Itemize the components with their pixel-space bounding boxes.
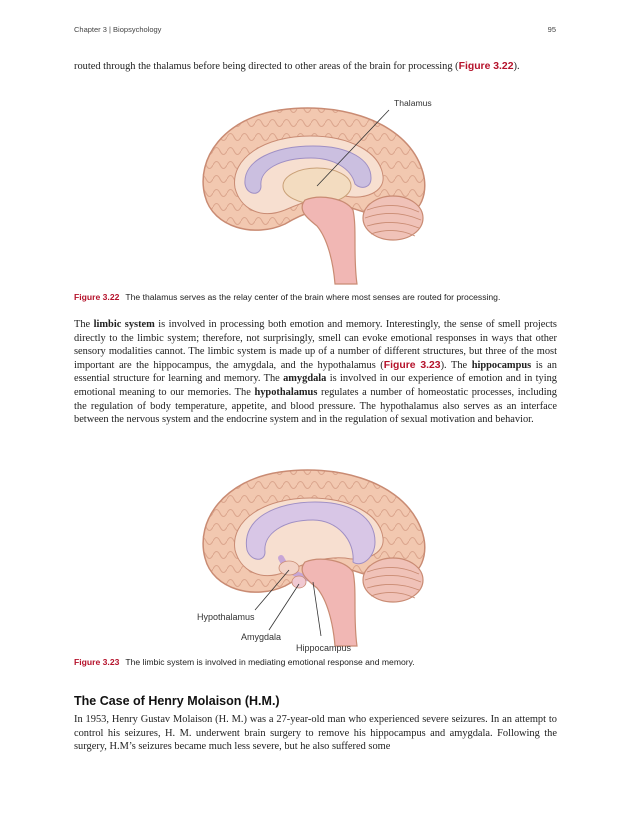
caption-label: Figure 3.23: [74, 657, 120, 667]
limbic-paragraph: The limbic system is involved in processing both emotion and memory. Interestingly, the sense of smell projects directly to the limbic system; therefore, not surprisingly, smell can evoke emotional responses in ways that other sensory modalities cannot. The limbic system is made up of a number of different structures, but three of the most important are the hippocampus, the amygdala, and the hypothalamus (Figure 3.23). The hippocampus is an essential structure for learning and memory. The amygdala is involved in our experience of emotion and in tying emotional meaning to our memories. The hypothalamus regulates a number of homeostatic processes, including the regulation of body temperature, appetite, and blood pressure. The hypothalamus also serves as an interface between the nervous system and the endocrine system and in the regulation of sexual motivation and behavior.: [74, 319, 557, 426]
figure-3-22-link[interactable]: Figure 3.22: [458, 61, 514, 72]
figure-3-23-caption: [74, 657, 557, 668]
term-limbic-system: limbic system: [93, 319, 155, 330]
running-header: [74, 25, 161, 34]
figure-3-23-link[interactable]: Figure 3.23: [383, 359, 441, 371]
intro-paragraph: routed through the thalamus before being directed to other areas of the brain for processing (Figure 3.22).: [74, 61, 520, 72]
hypothalamus-label: Hypothalamus: [197, 612, 255, 622]
chapter-title: Chapter 3 | Biopsychology: [74, 25, 162, 34]
term-hippocampus: hippocampus: [471, 359, 532, 371]
amygdala-label: Amygdala: [241, 632, 282, 642]
hm-paragraph: In 1953, Henry Gustav Molaison (H. M.) was a 27-year-old man who experienced severe seizures. In an attempt to control his seizures, H. M. underwent brain surgery to remove his hippocampus and amygdala. Following the surgery, H.M’s seizures became much less severe, but he also suffered some: [74, 714, 557, 753]
brainstem: [302, 559, 357, 646]
caption-label: Figure 3.22: [74, 292, 120, 302]
limbic-brain-illustration: [185, 450, 445, 655]
caption-text: The limbic system is involved in mediating emotional response and memory.: [125, 657, 415, 667]
section-heading: The Case of Henry Molaison (H.M.): [74, 694, 280, 708]
hippocampus-label: Hippocampus: [296, 643, 352, 653]
term-amygdala: amygdala: [283, 373, 327, 385]
thalamus-brain-illustration: [185, 88, 445, 288]
figure-3-22-caption: [74, 292, 557, 303]
hypothalamus: [279, 561, 299, 575]
caption-text: The thalamus serves as the relay center of the brain where most senses are routed for processing.: [125, 292, 501, 302]
page-number: 95: [547, 25, 556, 34]
thalamus-label: Thalamus: [394, 98, 432, 108]
term-hypothalamus: hypothalamus: [254, 386, 318, 398]
amygdala: [292, 576, 306, 588]
brainstem: [302, 197, 357, 284]
